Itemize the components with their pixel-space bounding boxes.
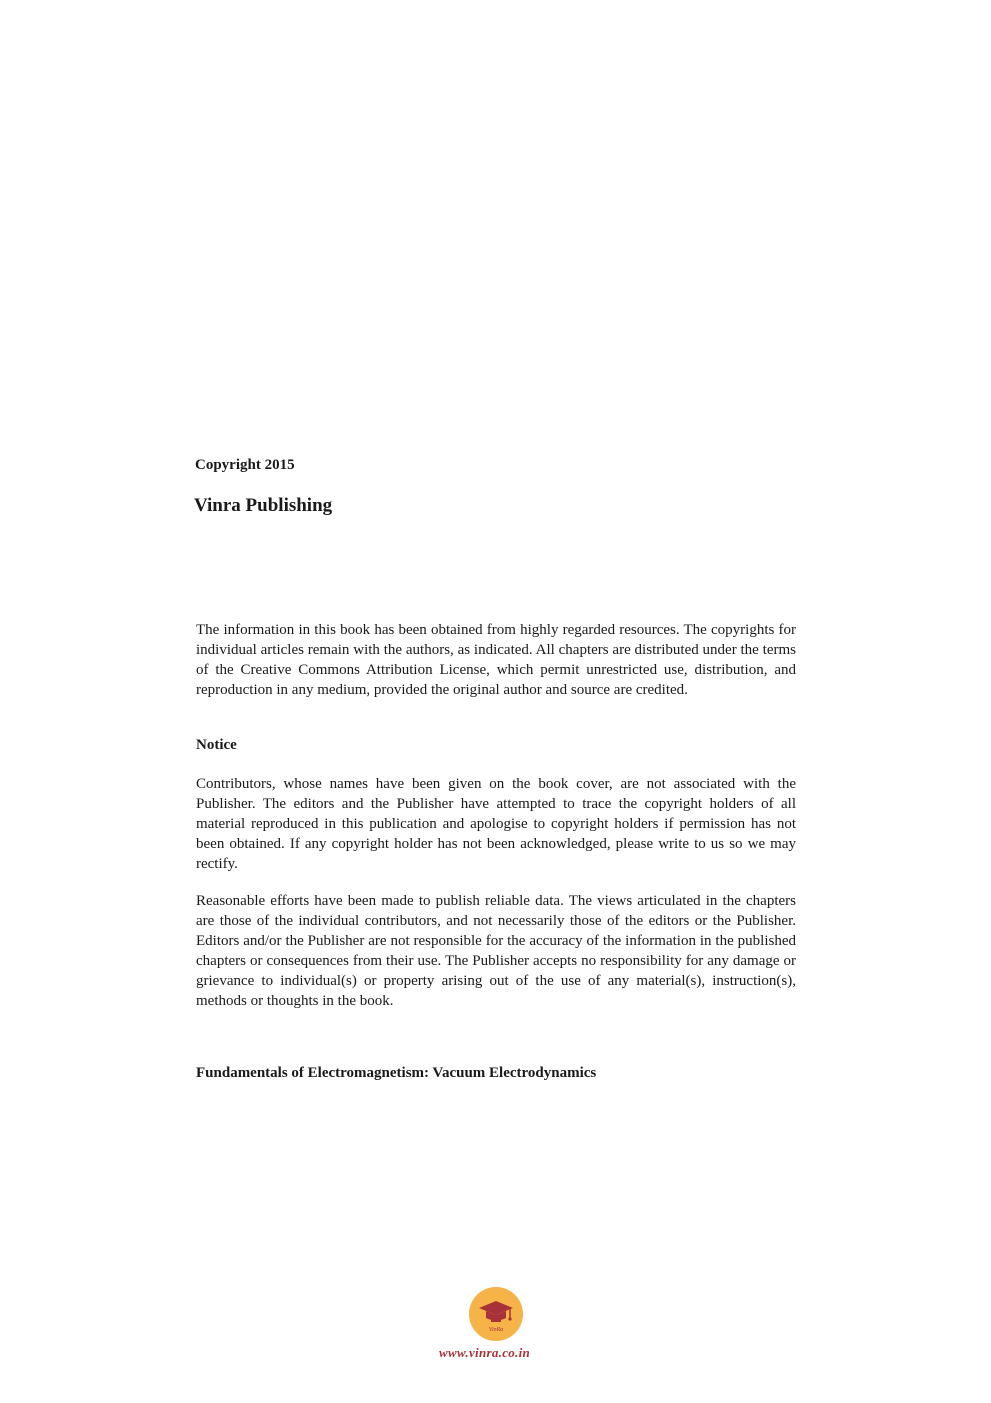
notice-heading: Notice [196, 737, 237, 753]
logo-wordmark [469, 1287, 523, 1341]
book-title: Fundamentals of Electromagnetism: Vacuum Electrodynamics [196, 1065, 597, 1081]
disclaimer-paragraph: Reasonable efforts have been made to publish reliable data. The views articulated in the chapters are those of the individual contributors, and not necessarily those of the editors or the Publisher. Editors and/or the Publisher are not responsible for the accuracy of the information in the published chapters or consequences from their use. The Publisher accepts no responsibility for any damage or grievance to individual(s) or property arising out of the use of any material(s), instruction(s), methods or thoughts in the book. [196, 893, 796, 1009]
website-link[interactable]: www.vinra.co.in [439, 1345, 531, 1360]
publisher-logo [469, 1287, 523, 1341]
license-paragraph: The information in this book has been obtained from highly regarded resources. The copyrights for individual articles remain with the authors, as indicated. All chapters are distributed under the terms of the Creative Commons Attribution License, which permit unrestricted use, distribution, and reproduction in any medium, provided the original author and source are credited. [196, 622, 796, 698]
copyright-line: Copyright 2015 [195, 457, 295, 473]
contributors-paragraph: Contributors, whose names have been given on the book cover, are not associated with the Publisher. The editors and the Publisher have attempted to trace the copyright holders of all material reproduced in this publication and apologise to copyright holders if permission has not been obtained. If any copyright holder has not been acknowledged, please write to us so we may rectify. [196, 776, 796, 872]
publisher-name: Vinra Publishing [194, 495, 333, 516]
svg-text:VinRa: VinRa [488, 1327, 504, 1333]
